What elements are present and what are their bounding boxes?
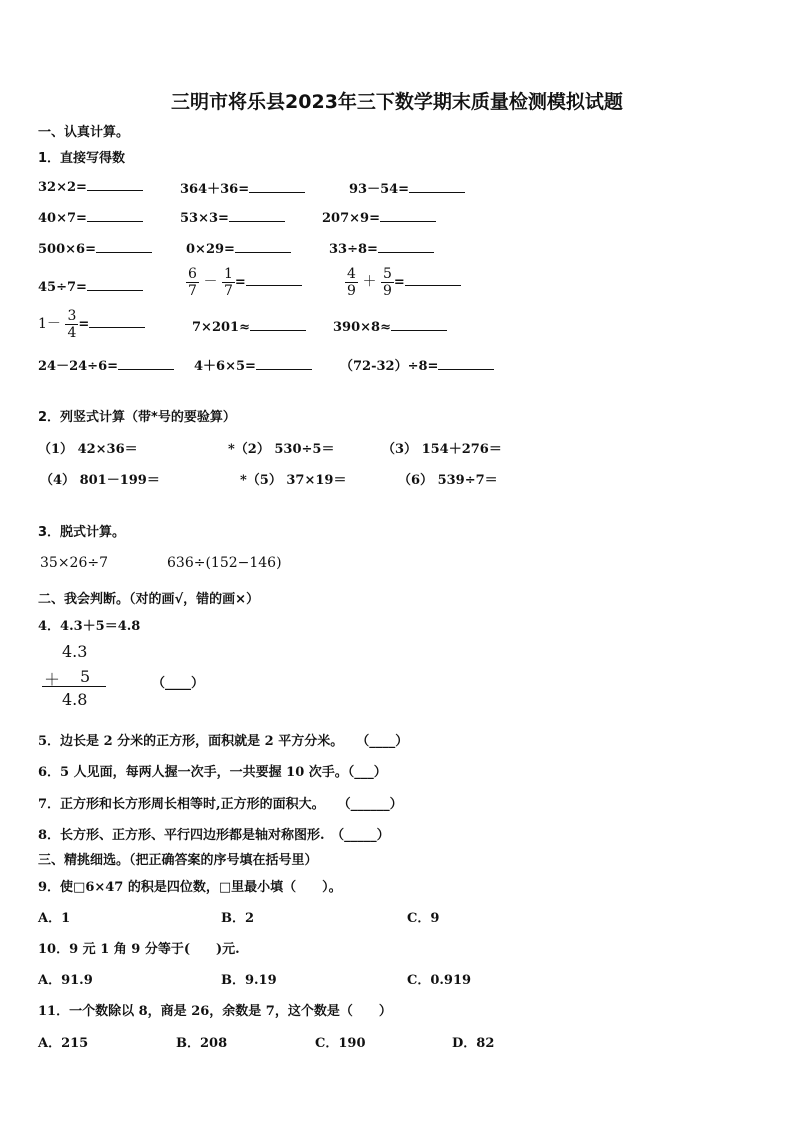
judge-blank[interactable]: （____） xyxy=(152,676,205,691)
answer-blank[interactable] xyxy=(246,273,302,286)
calc-text: 33÷8= xyxy=(329,242,378,257)
answer-blank[interactable] xyxy=(96,240,152,253)
section-2-heading: 二、我会判断。（对的画√，错的画×） xyxy=(38,592,260,607)
answer-blank[interactable] xyxy=(229,209,285,222)
option-a[interactable]: A．215 xyxy=(38,1036,89,1051)
calc-text: 53×3= xyxy=(180,211,229,226)
answer-blank[interactable] xyxy=(256,357,312,370)
equals: = xyxy=(78,317,90,332)
vertical-calc-item: （4） 801－199＝ xyxy=(40,473,160,488)
calc-item xyxy=(333,318,447,335)
question-2: 2．列竖式计算（带*号的要验算） xyxy=(38,410,236,425)
denominator: 7 xyxy=(188,283,197,299)
calc-item xyxy=(322,209,436,226)
calc-item xyxy=(349,178,465,197)
numerator: 3 xyxy=(67,308,77,324)
answer-blank[interactable] xyxy=(378,240,434,253)
fraction-expression xyxy=(345,266,461,299)
denominator: 9 xyxy=(347,283,356,299)
fraction-expression xyxy=(38,308,145,341)
calc-item xyxy=(186,240,291,257)
calc-text: 207×9= xyxy=(322,211,380,226)
operator: － xyxy=(203,274,218,290)
vertical-result: 4.8 xyxy=(62,690,88,709)
answer-blank[interactable] xyxy=(87,278,143,291)
numerator: 4 xyxy=(347,266,356,282)
operator: 1－ xyxy=(38,316,61,332)
calc-item xyxy=(38,178,143,195)
vertical-calc-item: *（2） 530÷5＝ xyxy=(228,442,335,457)
calc-text: 4＋6×5= xyxy=(194,359,256,374)
option-a[interactable]: A．1 xyxy=(38,911,71,926)
fraction xyxy=(345,266,358,299)
question-7: 7．正方形和长方形周长相等时,正方形的面积大。 （______） xyxy=(38,797,403,812)
vertical-top: 4.3 xyxy=(62,642,88,661)
answer-blank[interactable] xyxy=(409,180,465,193)
denominator: 4 xyxy=(67,325,77,341)
vertical-calc-item: *（5） 37×19＝ xyxy=(240,473,347,488)
answer-blank[interactable] xyxy=(405,273,461,286)
vertical-calc-item: （6） 539÷7＝ xyxy=(398,473,498,488)
calc-text: 93－54= xyxy=(349,182,410,197)
answer-blank[interactable] xyxy=(235,240,291,253)
fraction xyxy=(222,266,235,299)
calc-text: 45÷7= xyxy=(38,280,87,295)
vertical-mid: 5 xyxy=(80,667,91,686)
question-6: 6．5 人见面，每两人握一次手，一共要握 10 次手。（___） xyxy=(38,765,387,780)
calc-text: 24－24÷6= xyxy=(38,359,119,374)
answer-blank[interactable] xyxy=(118,357,174,370)
question-4: 4．4.3＋5＝4.8 xyxy=(38,619,141,634)
option-c[interactable]: C．0.919 xyxy=(407,973,472,988)
answer-blank[interactable] xyxy=(87,178,143,191)
calc-item xyxy=(38,240,152,257)
calc-text: 0×29= xyxy=(186,242,235,257)
question-1: 1．直接写得数 xyxy=(38,151,126,166)
fraction xyxy=(381,266,394,299)
calc-item xyxy=(38,355,174,374)
question-10: 10．9 元 1 角 9 分等于( )元. xyxy=(38,942,240,957)
calc-item xyxy=(180,178,305,197)
calc-item xyxy=(38,209,143,226)
equals: = xyxy=(393,275,405,290)
calc-text: 364＋36= xyxy=(180,182,250,197)
answer-blank[interactable] xyxy=(249,180,305,193)
numerator: 6 xyxy=(188,266,197,282)
option-b[interactable]: B．208 xyxy=(176,1036,228,1051)
denominator: 7 xyxy=(223,283,233,299)
option-b[interactable]: B．2 xyxy=(221,911,255,926)
equals: = xyxy=(234,275,246,290)
calc-text: 32×2= xyxy=(38,180,87,195)
question-8: 8．长方形、正方形、平行四边形都是轴对称图形. （_____） xyxy=(38,828,390,843)
calc-item xyxy=(192,318,306,335)
question-3: 3．脱式计算。 xyxy=(38,525,126,540)
fraction-expression xyxy=(186,266,302,299)
answer-blank[interactable] xyxy=(438,357,494,370)
calc-item xyxy=(180,209,285,226)
stepwise-calc-item: 35×26÷7 xyxy=(40,555,108,571)
calc-item xyxy=(194,355,312,374)
question-11: 11．一个数除以 8，商是 26，余数是 7，这个数是（ ） xyxy=(38,1004,392,1019)
vertical-calc-item: （1） 42×36＝ xyxy=(38,442,138,457)
calc-item xyxy=(340,355,494,374)
calc-text: 40×7= xyxy=(38,211,87,226)
section-1-heading: 一、认真计算。 xyxy=(38,125,130,140)
option-d[interactable]: D．82 xyxy=(452,1036,495,1051)
fraction xyxy=(186,266,199,299)
option-c[interactable]: C．9 xyxy=(407,911,440,926)
vertical-plus: ＋ xyxy=(44,670,61,689)
answer-blank[interactable] xyxy=(89,315,145,328)
numerator: 1 xyxy=(223,266,233,282)
option-a[interactable]: A．91.9 xyxy=(38,973,93,988)
numerator: 5 xyxy=(382,266,392,282)
calc-text: （72-32）÷8= xyxy=(340,359,439,374)
calc-text: 390×8≈ xyxy=(333,320,391,335)
stepwise-calc-item: 636÷(152−146) xyxy=(167,555,282,571)
calc-text: 7×201≈ xyxy=(192,320,250,335)
option-b[interactable]: B．9.19 xyxy=(221,973,277,988)
question-9: 9．使□6×47 的积是四位数，□里最小填（ ）。 xyxy=(38,880,342,895)
answer-blank[interactable] xyxy=(87,209,143,222)
answer-blank[interactable] xyxy=(391,318,447,331)
calc-item xyxy=(329,240,434,257)
vertical-rule xyxy=(42,686,106,687)
calc-item xyxy=(38,278,143,295)
answer-blank[interactable] xyxy=(380,209,436,222)
operator: ＋ xyxy=(362,274,377,290)
denominator: 9 xyxy=(382,283,392,299)
fraction xyxy=(65,308,78,341)
vertical-calc-item: （3） 154＋276＝ xyxy=(382,442,502,457)
section-3-heading: 三、精挑细选。（把正确答案的序号填在括号里） xyxy=(38,853,318,868)
calc-text: 500×6= xyxy=(38,242,96,257)
option-c[interactable]: C．190 xyxy=(315,1036,366,1051)
answer-blank[interactable] xyxy=(250,318,306,331)
question-5: 5．边长是 2 分米的正方形，面积就是 2 平方分米。 （____） xyxy=(38,734,409,749)
page-title: 三明市将乐县2023年三下数学期末质量检测模拟试题 xyxy=(171,91,623,113)
